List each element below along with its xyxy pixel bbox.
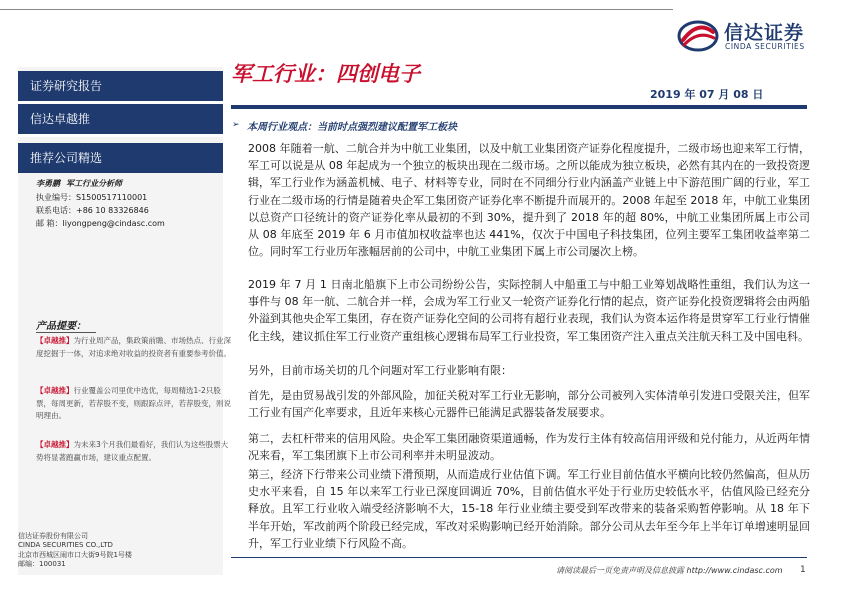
product-item <box>36 439 232 464</box>
body-paragraph: 第二，去杠杆带来的信用风险。央企军工集团融资渠道通畅，作为发行主体有较高信用评级和兑付能力，从近两年情况来看，军工集团旗下上市公司利率并未明显波动。 <box>248 432 810 463</box>
series-label: 信达卓越推 <box>18 104 223 134</box>
footer-rule <box>231 557 807 558</box>
page-title: 军工行业：四创电子 <box>231 62 420 86</box>
section-label: 推荐公司精选 <box>18 143 223 173</box>
sidebar-divider <box>18 134 223 137</box>
company-address: 北京市西城区闹市口大街9号院1号楼 <box>18 550 132 559</box>
cinda-logo-icon <box>676 18 720 54</box>
body-paragraph: 2008 年随着一航、二航合并为中航工业集团，以及中航工业集团资产证券化程度提升，二级市场也迎来军工行情，军工可以说是从 08 年起成为一个独立的板块出现在二级市场。之所以能成为独立板块，必然有其内在的一致投资逻辑，军工行业作为涵盖机械、电子、材料等专业，同时在不同细分行业内涵盖产业链上中下游范围广阔的行业，军工行业在二级市场的行情是随着央企军工集团资产证券化率不断提升而展开的。2008 年起至 2018 年，中航工业集团以总资产口径统计的资产证券化率从最初的不到 30%，提升到了 2018 年的超 80%，中航工业集团所属上市公司从 08 年底至 2019 年 6 月市值加权收益率也达 441%，仅次于中国电子科技集团，位列主要军工集团收益率第二位。同时军工行业历年涨幅居前的公司中，中航工业集团下属上市公司屡次上榜。 <box>248 142 810 259</box>
header-rule <box>0 9 673 10</box>
product-tag: 【卓越推】 <box>36 336 74 345</box>
arrow-bullet-icon: ➢ <box>232 120 240 130</box>
company-name-cn: 信达证券股份有限公司 <box>18 532 88 540</box>
body-paragraph: 2019 年 7 月 1 日南北船旗下上市公司纷纷公告，实际控制人中船重工与中船工业筹划战略性重组，我们认为这一事件与 08 年一航、二航合并一样，会成为军工行业又一轮资产证券化行情的起点，资产证券化投资逻辑将会由两船外溢到其他央企军工集团，存在资产证券化空间的公司将有超行业表现，我们认为资本运作将是贯穿军工行业行情催化主线，建议抓住军工行业资产重组核心逻辑布局军工行业投资，军工集团资产注入重点关注航天科工及中国电科。 <box>248 278 810 343</box>
products-heading-rule <box>36 332 96 333</box>
logo-name-cn: 信达证券 <box>724 22 805 44</box>
company-info <box>18 532 132 569</box>
body-paragraph: 第三，经济下行带来公司业绩下滑预期，从而造成行业估值下调。军工行业目前估值水平横向比较仍然偏高，但从历史水平来看，自 15 年以来军工行业已深度回调近 70%，目前估值水平处于行业历史较低水平，估值风险已经充分释放。且军工行业收入端受经济影响不大，15-18 年行业业绩主要受到军改带来的装备采购暂停影响。从 18 年下半年开始，军改前两个阶段已经完成，军改对采购影响已经开始消除。部分公司从去年至今年上半年订单增速明显回升，军工行业业绩下行风险不高。 <box>248 468 810 550</box>
sidebar <box>18 67 231 575</box>
analyst-heading <box>36 177 236 190</box>
analyst-license: 执业编号：S1500517110001 <box>36 193 148 202</box>
product-text: 为行业周产品，集政策前瞻、市场热点、行业深度挖掘于一体，对追求绝对收益的投资者有重要参考价值。 <box>36 336 231 358</box>
product-text: 为未来3个月我们最看好，我们认为这些股票大势将显著跑赢市场，建议重点配置。 <box>36 440 229 462</box>
company-postcode: 邮编：100031 <box>18 559 66 568</box>
analyst-name: 李勇鹏 <box>36 179 60 188</box>
products-heading: 产品提要： <box>36 321 86 332</box>
view-heading: 本周行业观点：当前时点强烈建议配置军工板块 <box>247 122 457 133</box>
analyst-title: 军工行业分析师 <box>66 179 122 188</box>
analyst-email[interactable]: 邮 箱：liyongpeng@cindasc.com <box>36 219 165 228</box>
footer-disclaimer[interactable]: 请阅读最后一页免责声明及信息披露 http://www.cindasc.com <box>556 566 783 575</box>
product-tag: 【卓越推】 <box>36 440 74 449</box>
page-number: 1 <box>800 565 806 575</box>
product-item <box>36 385 232 423</box>
analyst-phone: 联系电话：+86 10 83326846 <box>36 206 149 215</box>
company-name-en: CINDA SECURITIES CO.,LTD <box>18 541 113 550</box>
body-paragraph: 另外，目前市场关切的几个问题对军工行业影响有限： <box>248 364 512 377</box>
logo-name-en: CINDA SECURITIES <box>725 42 805 51</box>
report-type-label: 证券研究报告 <box>18 71 223 101</box>
title-rule <box>231 105 807 109</box>
product-item <box>36 335 232 360</box>
product-tag: 【卓越推】 <box>36 386 74 395</box>
brand-logo <box>676 16 836 56</box>
body-paragraph: 首先，是由贸易战引发的外部风险，加征关税对军工行业无影响，部分公司被列入实体清单引发进口受限关注，但军工行业有国产化率要求，且近年来核心元器件已能满足武器装备发展要求。 <box>248 389 810 420</box>
report-date: 2019 年 07 月 08 日 <box>650 88 764 101</box>
product-text: 行业覆盖公司里优中选优，每周精选1-2只股票，每周更新，若荐股不变，则跟踪点评，若荐股变，则说明理由。 <box>36 386 231 420</box>
